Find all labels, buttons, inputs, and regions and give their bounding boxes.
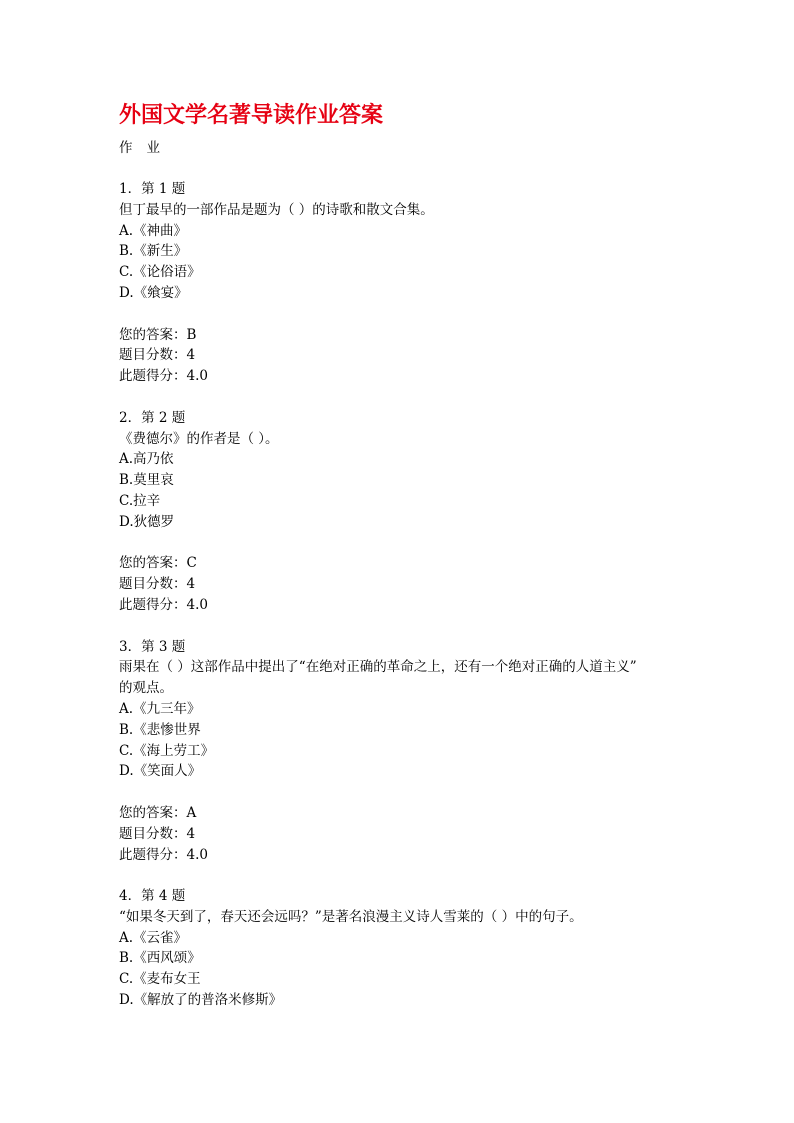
option-b: B.莫里哀 <box>119 472 174 489</box>
your-answer: 您的答案：B <box>119 326 197 343</box>
option-a: A.《神曲》 <box>119 222 188 239</box>
option-d: D.《飨宴》 <box>119 284 188 301</box>
section-heading-char: 作 <box>119 140 133 156</box>
option-c: C.《麦布女王 <box>119 971 201 988</box>
option-b: B.《悲惨世界 <box>119 721 201 738</box>
option-c: C.拉辛 <box>119 492 161 509</box>
question-text-continued: 的观点。 <box>119 680 173 697</box>
option-a: A.高乃依 <box>119 451 174 468</box>
question-score: 此题得分：4.0 <box>119 596 208 613</box>
question-text: 《费德尔》的作者是（ ）。 <box>119 430 279 447</box>
question-2 <box>119 408 699 637</box>
question-points: 题目分数：4 <box>119 347 196 364</box>
question-header: 2．第 2 题 <box>119 409 186 426</box>
option-c: C.《海上劳工》 <box>119 742 215 759</box>
question-text: 但丁最早的一部作品是题为（ ）的诗歌和散文合集。 <box>119 201 434 218</box>
question-header: 1．第 1 题 <box>119 181 186 197</box>
your-answer: 您的答案：A <box>119 804 197 821</box>
question-score: 此题得分：4.0 <box>119 846 208 863</box>
question-score: 此题得分：4.0 <box>119 368 208 385</box>
question-points: 题目分数：4 <box>119 576 196 593</box>
option-d: D.狄德罗 <box>119 513 175 530</box>
section-heading-char: 业 <box>146 140 160 156</box>
section-heading <box>119 138 699 158</box>
question-4 <box>119 886 699 1011</box>
option-b: B.《西风颂》 <box>119 950 201 967</box>
question-header: 3．第 3 题 <box>119 638 186 655</box>
question-1 <box>119 179 699 408</box>
your-answer: 您的答案：C <box>119 555 197 572</box>
option-c: C.《论俗语》 <box>119 264 201 281</box>
question-3 <box>119 637 699 887</box>
option-d: D.《解放了的普洛米修斯》 <box>119 992 283 1009</box>
question-header: 4．第 4 题 <box>119 888 186 905</box>
option-a: A.《云雀》 <box>119 929 188 946</box>
option-b: B.《新生》 <box>119 243 188 260</box>
question-text: “如果冬天到了，春天还会远吗？”是著名浪漫主义诗人雪莱的（ ）中的句子。 <box>119 908 583 925</box>
document-page <box>119 100 699 1011</box>
option-d: D.《笑面人》 <box>119 763 202 780</box>
question-text: 雨果在（ ）这部作品中提出了“在绝对正确的革命之上，还有一个绝对正确的人道主义” <box>119 659 637 676</box>
document-title: 外国文学名著导读作业答案 <box>119 103 384 128</box>
option-a: A.《九三年》 <box>119 700 201 717</box>
question-points: 题目分数：4 <box>119 825 196 842</box>
